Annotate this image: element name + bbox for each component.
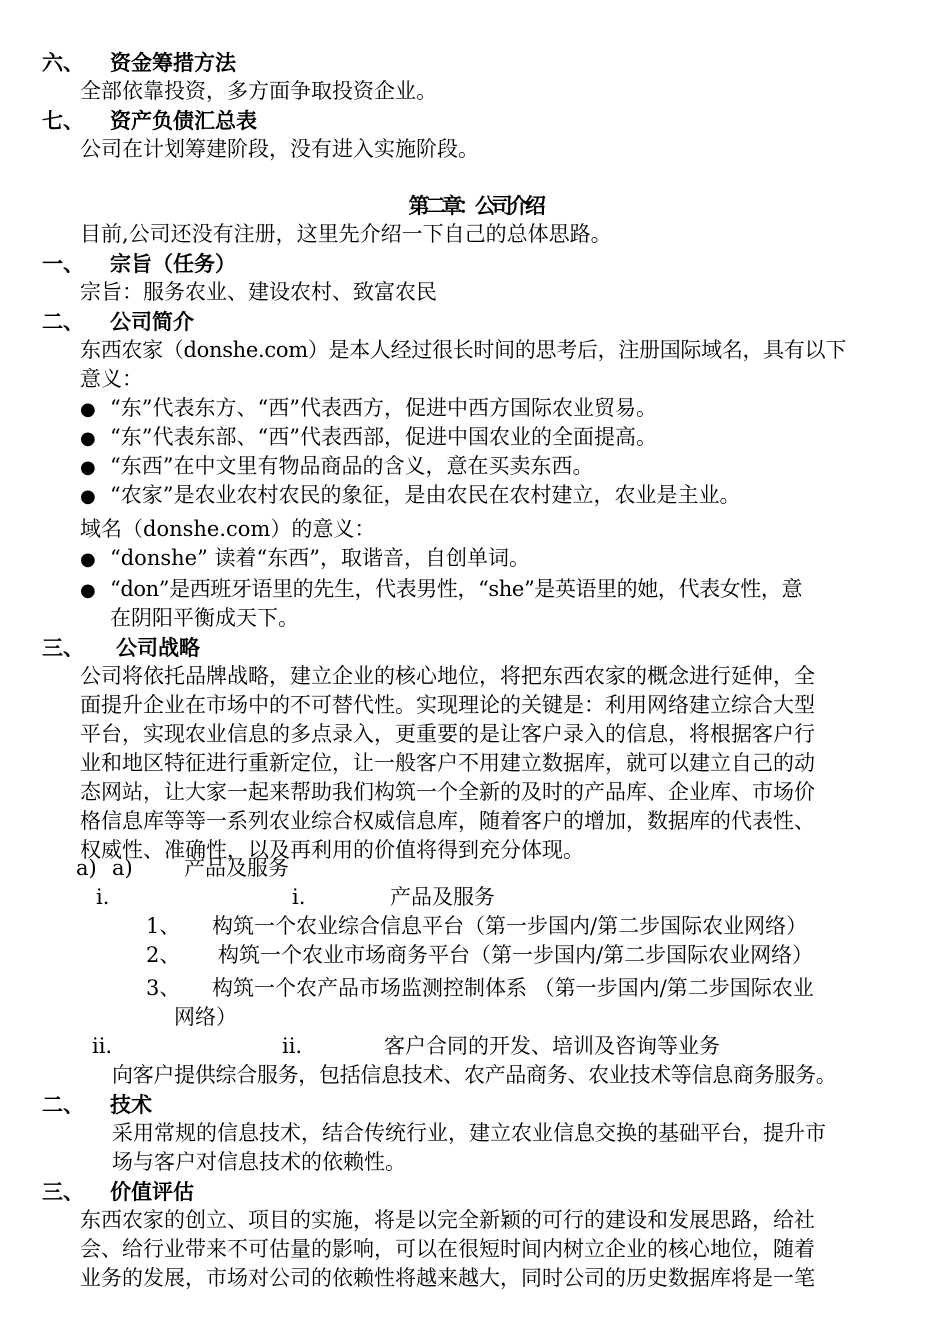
profile-body-line: 意义： [80, 367, 143, 391]
section-title: 公司战略 [116, 635, 200, 660]
paragraph-line: 会、给行业带来不可估量的影响，可以在很短时间内树立企业的核心地位，随着 [80, 1237, 815, 1261]
bullet-text-continued: 在阴阳平衡成天下。 [110, 606, 299, 630]
sub-ii-body: 向客户提供综合服务，包括信息技术、农产品商务、农业技术等信息商务服务。 [112, 1063, 837, 1087]
item-text: 构筑一个农产品市场监测控制体系 （第一步国内/第二步国际农业 [212, 976, 814, 1000]
section-number: 三、 [42, 635, 84, 660]
tech-body-line: 采用常规的信息技术，结合传统行业，建立农业信息交换的基础平台，提升市 [112, 1121, 826, 1145]
section-title: 资产负债汇总表 [110, 108, 257, 133]
paragraph-line: 平台，实现农业信息的多点录入，更重要的是让客户录入的信息，将根据客户行 [80, 722, 815, 746]
paragraph-line: 公司将依托品牌战略，建立企业的核心地位，将把东西农家的概念进行延伸，全 [80, 664, 815, 688]
item-text: 构筑一个农业市场商务平台（第一步国内/第二步国际农业网络） [218, 943, 814, 967]
list-marker: i. [96, 885, 110, 909]
bullet-text: “donshe” 读着“东西”，取谐音，自创单词。 [110, 546, 530, 570]
list-marker: ii. [92, 1034, 113, 1058]
paragraph-line: 权威性、准确性，以及再利用的价值将得到充分体现。 [80, 838, 584, 862]
numbered-item [146, 974, 814, 1003]
bullet-icon: ● [80, 486, 96, 507]
section-title: 技术 [110, 1092, 152, 1117]
list-item [80, 452, 594, 482]
sub-ii-heading [92, 1032, 720, 1061]
bullet-icon: ● [80, 428, 96, 449]
paragraph-line: 态网站，让大家一起来帮助我们构筑一个全新的及时的产品库、企业库、市场价 [80, 780, 815, 804]
sub-i-title: 产品及服务 [390, 885, 495, 909]
domain-heading: 域名（donshe.com）的意义： [80, 517, 376, 541]
sub-a-heading [76, 854, 289, 883]
list-marker: a) [112, 856, 133, 880]
tech-body-line: 场与客户对信息技术的依赖性。 [112, 1150, 406, 1174]
item-text-continued: 网络） [174, 1005, 237, 1029]
paragraph-line: 格信息库等等一系列农业综合权威信息库，随着客户的增加，数据库的代表性、 [80, 809, 815, 833]
section-title: 宗旨（任务） [110, 251, 236, 276]
purpose-heading [42, 249, 236, 278]
bullet-text: “东西”在中文里有物品商品的含义，意在买卖东西。 [110, 454, 594, 478]
purpose-body: 宗旨：服务农业、建设农村、致富农民 [80, 280, 437, 304]
section-number: 二、 [42, 309, 84, 334]
list-item [80, 544, 530, 574]
profile-heading [42, 307, 194, 336]
section-title: 资金筹措方法 [110, 50, 236, 75]
list-item [80, 481, 741, 511]
list-item [80, 423, 657, 453]
list-item [80, 575, 803, 605]
sub-i-heading [96, 883, 495, 912]
section-title: 价值评估 [110, 1179, 194, 1204]
sub-a-title: 产品及服务 [184, 856, 289, 880]
section-number: 六、 [42, 50, 84, 75]
profile-body-line: 东西农家（donshe.com）是本人经过很长时间的思考后，注册国际域名，具有以下 [80, 338, 847, 362]
list-marker: i. [292, 885, 306, 909]
item-number: 2、 [146, 943, 181, 967]
section-7-body: 公司在计划筹建阶段，没有进入实施阶段。 [80, 137, 479, 161]
paragraph-line: 业和地区特征进行重新定位，让一般客户不用建立数据库，就可以建立自己的动 [80, 751, 815, 775]
section-number: 一、 [42, 251, 84, 276]
bullet-icon: ● [80, 580, 96, 601]
chapter-title: 第二章：公司介绍 [408, 193, 542, 218]
item-number: 3、 [146, 976, 181, 1000]
section-6-body: 全部依靠投资，多方面争取投资企业。 [80, 79, 437, 103]
section-6-heading [42, 48, 236, 77]
tech-heading [42, 1090, 152, 1119]
paragraph-line: 面提升企业在市场中的不可替代性。实现理论的关键是：利用网络建立综合大型 [80, 693, 815, 717]
bullet-text: “东”代表东方、“西”代表西方，促进中西方国际农业贸易。 [110, 396, 657, 420]
valuation-heading [42, 1177, 194, 1206]
section-number: 三、 [42, 1179, 84, 1204]
numbered-item [146, 912, 808, 941]
list-marker: ii. [282, 1034, 303, 1058]
bullet-icon: ● [80, 457, 96, 478]
section-number: 二、 [42, 1092, 84, 1117]
bullet-text: “don”是西班牙语里的先生，代表男性，“she”是英语里的她，代表女性，意 [110, 577, 803, 601]
chapter-intro: 目前,公司还没有注册，这里先介绍一下自己的总体思路。 [80, 222, 612, 246]
paragraph-line: 业务的发展，市场对公司的依赖性将越来越大，同时公司的历史数据库将是一笔 [80, 1266, 815, 1290]
bullet-icon: ● [80, 399, 96, 420]
section-7-heading [42, 106, 257, 135]
bullet-text: “农家”是农业农村农民的象征，是由农民在农村建立，农业是主业。 [110, 483, 741, 507]
section-number: 七、 [42, 108, 84, 133]
item-number: 1、 [146, 914, 181, 938]
bullet-text: “东”代表东部、“西”代表西部，促进中国农业的全面提高。 [110, 425, 657, 449]
list-item [80, 394, 657, 424]
section-title: 公司简介 [110, 309, 194, 334]
strategy-heading [42, 633, 200, 662]
sub-ii-title: 客户合同的开发、培训及咨询等业务 [384, 1034, 720, 1058]
item-text: 构筑一个农业综合信息平台（第一步国内/第二步国际农业网络） [212, 914, 808, 938]
bullet-icon: ● [80, 549, 96, 570]
numbered-item [146, 941, 814, 970]
paragraph-line: 东西农家的创立、项目的实施，将是以完全新颖的可行的建设和发展思路，给社 [80, 1208, 815, 1232]
list-marker: a) [76, 856, 97, 880]
